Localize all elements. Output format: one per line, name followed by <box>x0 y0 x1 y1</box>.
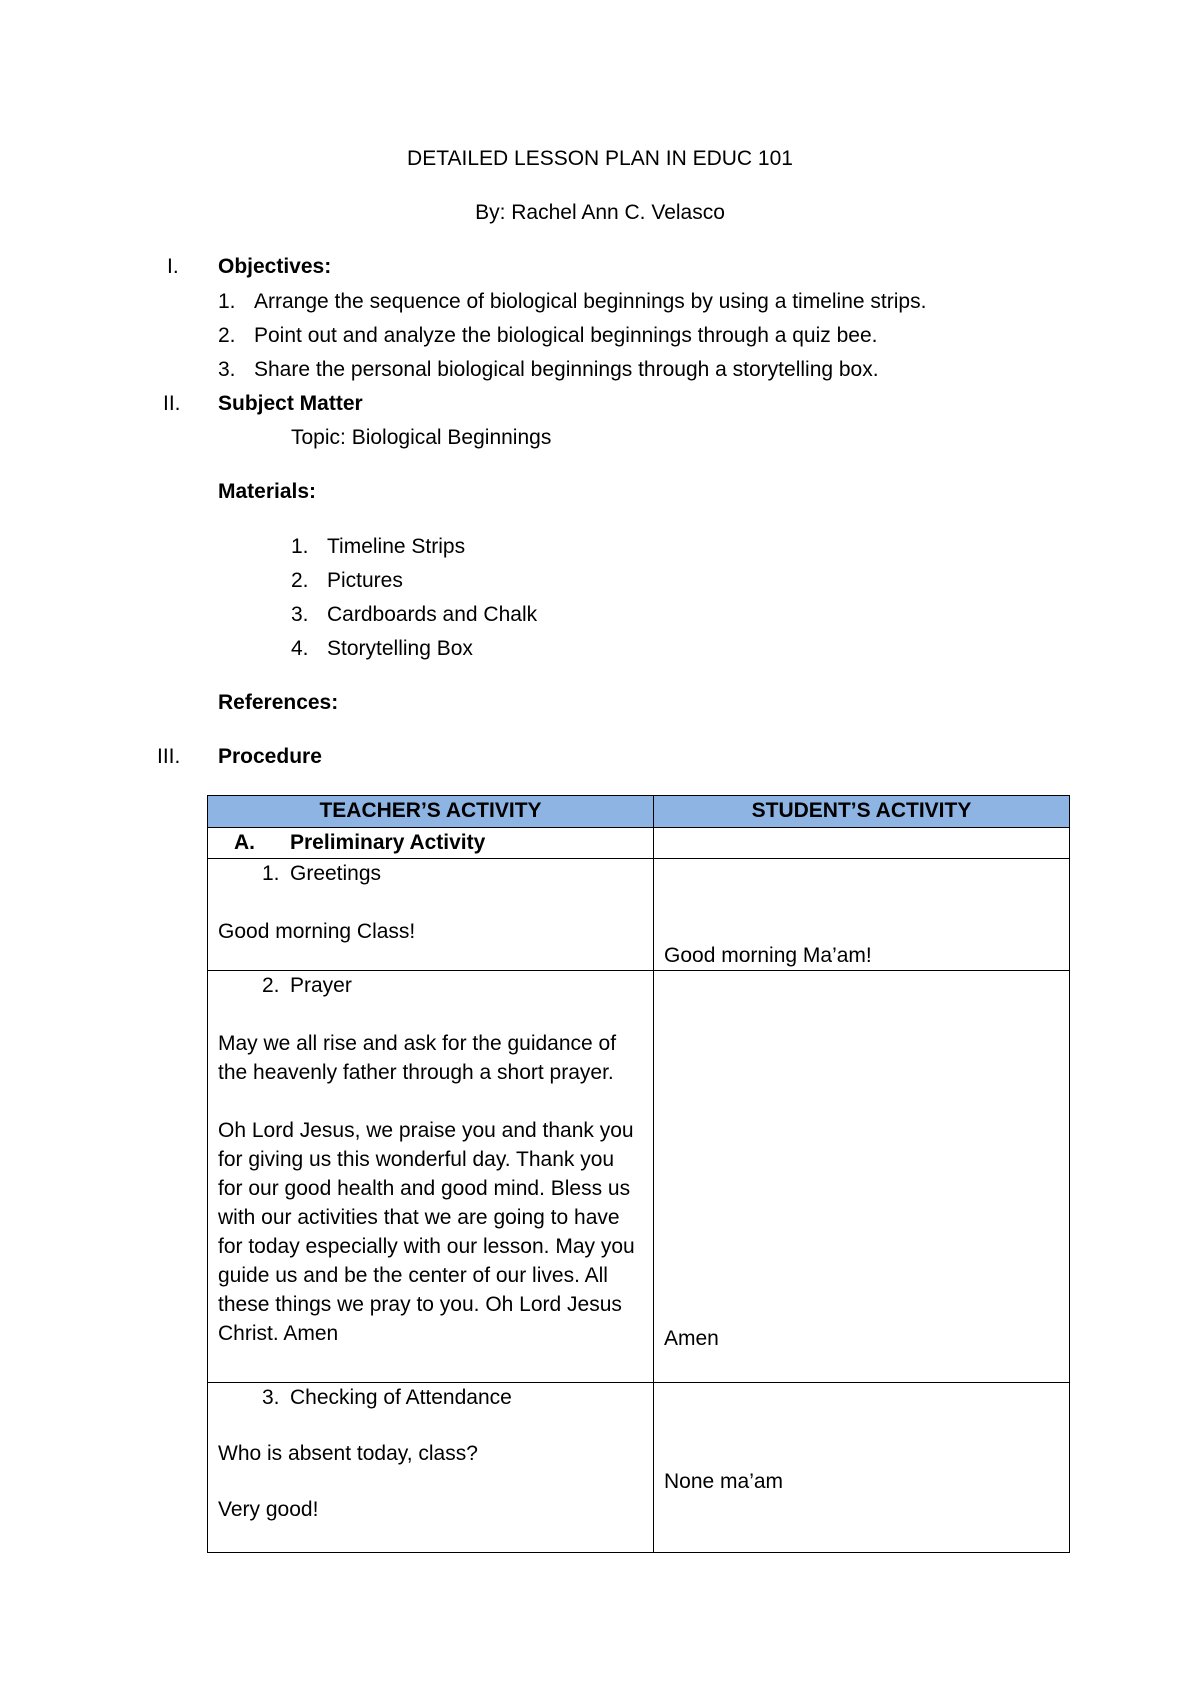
student-text: Amen <box>664 1327 719 1350</box>
teacher-cell <box>208 971 654 1383</box>
student-text: None ma’am <box>664 1470 784 1493</box>
section-a-label: Preliminary Activity <box>290 831 486 854</box>
table-header-row <box>208 796 1070 828</box>
section-a-cell <box>208 828 654 859</box>
teacher-text: Very good! <box>218 1498 319 1521</box>
references-heading: References: <box>218 691 339 714</box>
material-number: 3. <box>291 603 309 626</box>
section-numeral-objectives: I. <box>167 255 179 278</box>
objective-item <box>218 358 879 382</box>
topic-line: Topic: Biological Beginnings <box>291 426 552 449</box>
section-numeral-subject-matter: II. <box>163 392 181 415</box>
material-item <box>291 603 537 627</box>
material-text: Timeline Strips <box>327 535 466 558</box>
student-cell <box>654 1383 1070 1553</box>
student-activity-header: STUDENT’S ACTIVITY <box>654 796 1070 828</box>
section-numeral-procedure: III. <box>157 745 181 768</box>
table-row <box>208 1383 1070 1553</box>
material-number: 1. <box>291 535 309 558</box>
objective-item <box>218 324 877 348</box>
objective-text: Share the personal biological beginnings through a storytelling box. <box>254 358 879 381</box>
sub-item-label: Greetings <box>290 862 382 885</box>
material-text: Cardboards and Chalk <box>327 603 538 626</box>
teacher-activity-header: TEACHER’S ACTIVITY <box>208 796 654 828</box>
table-row <box>208 828 1070 859</box>
objective-number: 2. <box>218 324 236 347</box>
teacher-text: Good morning Class! <box>218 920 416 943</box>
material-item <box>291 569 403 593</box>
objective-number: 1. <box>218 290 236 313</box>
sub-item-label: Checking of Attendance <box>290 1386 512 1409</box>
sub-item-number: 2. <box>262 974 280 997</box>
teacher-cell <box>208 1383 654 1553</box>
material-item <box>291 637 473 661</box>
material-number: 4. <box>291 637 309 660</box>
procedure-table <box>207 795 1070 1553</box>
subject-matter-heading: Subject Matter <box>218 392 363 415</box>
procedure-heading: Procedure <box>218 745 322 768</box>
teacher-cell <box>208 859 654 971</box>
table-row <box>208 971 1070 1383</box>
objective-item <box>218 290 926 314</box>
material-text: Pictures <box>327 569 403 592</box>
material-text: Storytelling Box <box>327 637 473 660</box>
objective-text: Arrange the sequence of biological beginnings by using a timeline strips. <box>254 290 927 313</box>
author-line: By: Rachel Ann C. Velasco <box>475 201 725 224</box>
section-a-letter: A. <box>234 831 255 854</box>
sub-item-heading <box>218 971 643 1000</box>
objective-text: Point out and analyze the biological beginnings through a quiz bee. <box>254 324 878 347</box>
sub-item-number: 1. <box>262 862 280 885</box>
empty-cell <box>654 828 1070 859</box>
material-number: 2. <box>291 569 309 592</box>
objectives-heading: Objectives: <box>218 255 332 278</box>
prayer-text: Oh Lord Jesus, we praise you and thank you for giving us this wonderful day. Thank you for our good health and good mind. Bless us with our activities that we are going to have for today especially with our lesson. May you guide us and be the center of our lives. All these things we pray to you. Oh Lord Jesus Christ. Amen <box>218 1119 635 1345</box>
table-row <box>208 859 1070 971</box>
teacher-text: Who is absent today, class? <box>218 1442 478 1465</box>
sub-item-heading <box>218 859 643 888</box>
materials-heading: Materials: <box>218 480 317 503</box>
objective-number: 3. <box>218 358 236 381</box>
sub-item-heading <box>218 1383 643 1412</box>
document-title: DETAILED LESSON PLAN IN EDUC 101 <box>407 147 793 170</box>
student-cell <box>654 859 1070 971</box>
teacher-text: May we all rise and ask for the guidance of the heavenly father through a short prayer. <box>218 1032 617 1084</box>
sub-item-label: Prayer <box>290 974 352 997</box>
sub-item-number: 3. <box>262 1386 280 1409</box>
student-cell <box>654 971 1070 1383</box>
material-item <box>291 535 465 559</box>
student-text: Good morning Ma’am! <box>664 944 872 967</box>
